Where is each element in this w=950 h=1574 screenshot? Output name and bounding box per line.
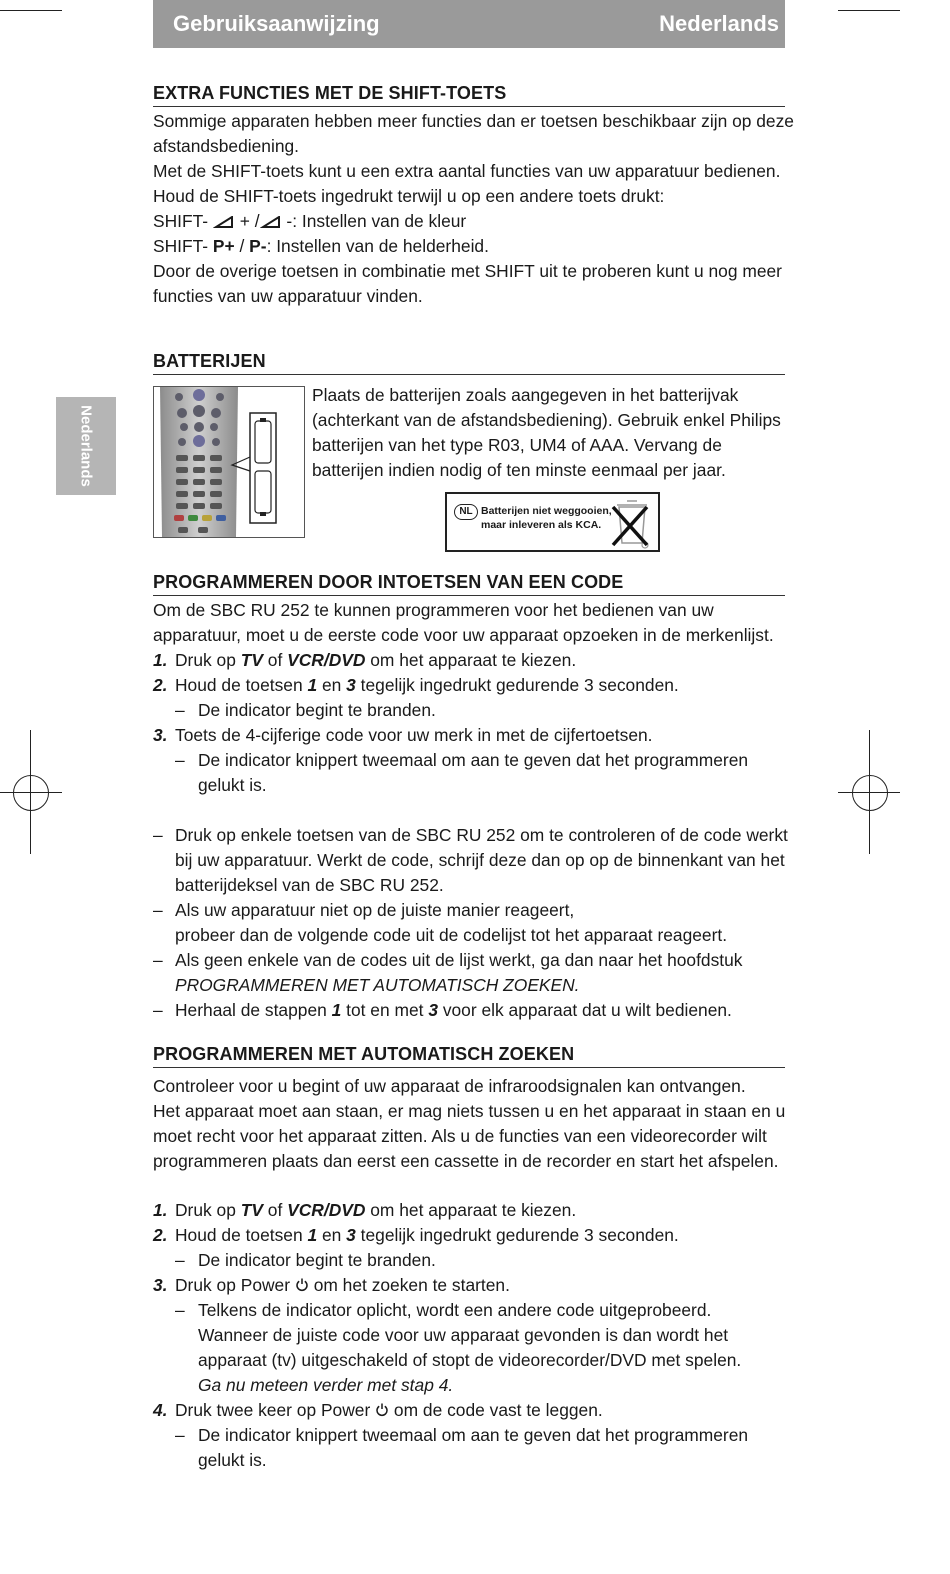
dash: – bbox=[175, 1250, 185, 1270]
text-line: De indicator knippert tweemaal om aan te geven dat het programmeren bbox=[198, 1425, 749, 1445]
text-line: Plaats de batterijen zoals aangegeven in het batterijvak bbox=[312, 385, 739, 405]
step-item bbox=[153, 1273, 785, 1298]
key-label: VCR/DVD bbox=[287, 650, 366, 670]
dash: – bbox=[175, 750, 185, 770]
text-fragment: tot en met bbox=[341, 1000, 429, 1020]
text-line: batterijdeksel van de SBC RU 252. bbox=[175, 875, 444, 895]
step-item bbox=[153, 1398, 785, 1423]
text-line: programmeren plaats dan eerst een cassette in de recorder en start het afspelen. bbox=[153, 1151, 779, 1171]
batteries-text bbox=[312, 383, 782, 483]
step-number: 2. bbox=[153, 1225, 168, 1245]
section-body bbox=[153, 109, 794, 309]
text-fragment: : Instellen van de helderheid. bbox=[266, 236, 489, 256]
text-fragment: Toets de 4-cijferige code voor uw merk in met de cijfertoetsen. bbox=[175, 725, 653, 745]
step-item bbox=[153, 723, 785, 748]
text-line: gelukt is. bbox=[198, 775, 267, 795]
contrast-wedge-icon bbox=[260, 216, 282, 228]
text-fragment: om het apparaat te kiezen. bbox=[365, 650, 577, 670]
text-line bbox=[153, 234, 785, 259]
text-line: moet recht voor het apparaat zitten. Als u de functies van een videorecorder wilt bbox=[153, 1126, 767, 1146]
crop-mark bbox=[838, 10, 900, 11]
key-label: 3 bbox=[428, 1000, 438, 1020]
key-label: VCR/DVD bbox=[287, 1200, 366, 1220]
section-body bbox=[153, 598, 788, 1023]
section-title: BATTERIJEN bbox=[153, 350, 785, 375]
text-line: Wanneer de juiste code voor uw apparaat gevonden is dan wordt het bbox=[198, 1325, 729, 1345]
batteries-section bbox=[153, 350, 785, 375]
sub-item bbox=[153, 1423, 785, 1473]
text-line bbox=[153, 209, 785, 234]
text-line: Door de overige toetsen in combinatie met SHIFT uit te proberen kunt u nog meer bbox=[153, 261, 782, 281]
section-title: EXTRA FUNCTIES MET DE SHIFT-TOETS bbox=[153, 82, 785, 107]
text-line: batterijen van het type R03, UM4 of AAA. Vervang de bbox=[312, 435, 722, 455]
step-number: 3. bbox=[153, 725, 168, 745]
text-fragment: tegelijk ingedrukt gedurende 3 seconden. bbox=[355, 675, 679, 695]
text-line: Batterijen niet weggooien, bbox=[481, 505, 612, 517]
text-fragment: SHIFT- bbox=[153, 211, 209, 231]
text-line: afstandsbediening. bbox=[153, 136, 300, 156]
text-fragment: om de code vast te leggen. bbox=[389, 1400, 603, 1420]
country-badge: NL bbox=[454, 504, 478, 520]
text-fragment: Houd de toetsen bbox=[175, 1225, 308, 1245]
text-fragment: Herhaal de stappen bbox=[175, 1000, 332, 1020]
section-title: PROGRAMMEREN DOOR INTOETSEN VAN EEN CODE bbox=[153, 571, 785, 596]
text-line: probeer dan de volgende code uit de codelijst tot het apparaat reageert. bbox=[175, 925, 728, 945]
text-fragment: / bbox=[234, 236, 250, 256]
bullet-item bbox=[153, 823, 788, 898]
key-label: TV bbox=[240, 1200, 263, 1220]
text-fragment: -: Instellen van de kleur bbox=[281, 211, 467, 231]
crossed-bin-icon bbox=[607, 497, 657, 551]
text-line: apparaat (tv) uitgeschakeld of stopt de videorecorder/DVD met spelen. bbox=[198, 1350, 742, 1370]
step-item bbox=[153, 673, 785, 698]
text-line: Druk op enkele toetsen van de SBC RU 252 om te controleren of de code werkt bbox=[175, 825, 788, 845]
bullet-item bbox=[153, 948, 785, 998]
code-programming-section bbox=[153, 571, 788, 1023]
kca-disposal-label bbox=[445, 492, 660, 552]
step-number: 1. bbox=[153, 1200, 168, 1220]
text-fragment: tegelijk ingedrukt gedurende 3 seconden. bbox=[355, 1225, 679, 1245]
text-line: apparatuur, moet u de eerste code voor uw apparaat opzoeken in de merkenlijst. bbox=[153, 625, 774, 645]
section-title: PROGRAMMEREN MET AUTOMATISCH ZOEKEN bbox=[153, 1043, 785, 1068]
dash: – bbox=[175, 700, 185, 720]
step-number: 3. bbox=[153, 1275, 168, 1295]
text-fragment: of bbox=[262, 650, 288, 670]
header-bar bbox=[153, 0, 785, 48]
sub-item bbox=[153, 1298, 785, 1398]
text-line: Ga nu meteen verder met stap 4. bbox=[198, 1375, 454, 1395]
text-line: Sommige apparaten hebben meer functies dan er toetsen beschikbaar zijn op deze bbox=[153, 111, 794, 131]
step-item bbox=[153, 1198, 785, 1223]
text-fragment: + / bbox=[234, 211, 260, 231]
step-number: 1. bbox=[153, 650, 168, 670]
text-fragment: Houd de toetsen bbox=[175, 675, 308, 695]
text-line: Om de SBC RU 252 te kunnen programmeren voor het bedienen van uw bbox=[153, 600, 714, 620]
step-item bbox=[153, 1223, 785, 1248]
remote-control-image bbox=[154, 387, 304, 537]
text-line: functies van uw apparatuur vinden. bbox=[153, 286, 423, 306]
step-number: 2. bbox=[153, 675, 168, 695]
sub-item bbox=[153, 748, 785, 798]
step-number: 4. bbox=[153, 1400, 168, 1420]
shift-section bbox=[153, 82, 794, 309]
side-tab-label: Nederlands bbox=[77, 405, 95, 487]
crop-mark bbox=[0, 10, 62, 11]
text-fragment: Druk op bbox=[175, 650, 241, 670]
text-line: Controleer voor u begint of uw apparaat de infraroodsignalen kan ontvangen. bbox=[153, 1076, 746, 1096]
auto-search-section bbox=[153, 1043, 785, 1473]
text-fragment: voor elk apparaat dat u wilt bedienen. bbox=[437, 1000, 732, 1020]
key-label: P- bbox=[249, 236, 267, 256]
text-line: Met de SHIFT-toets kunt u een extra aantal functies van uw apparatuur bedienen. bbox=[153, 161, 781, 181]
section-body bbox=[153, 1074, 785, 1473]
key-label: 1 bbox=[307, 1225, 318, 1245]
key-label: 1 bbox=[307, 675, 318, 695]
text-fragment: en bbox=[317, 675, 347, 695]
header-title: Gebruiksaanwijzing bbox=[173, 11, 380, 36]
text-line: batterijen indien nodig of ten minste eenmaal per jaar. bbox=[312, 460, 726, 480]
sub-item bbox=[153, 1248, 785, 1273]
key-label: P+ bbox=[212, 236, 235, 256]
registration-mark bbox=[852, 775, 888, 811]
dash: – bbox=[153, 1000, 163, 1020]
text-line: De indicator knippert tweemaal om aan te geven dat het programmeren bbox=[198, 750, 749, 770]
power-icon bbox=[375, 1402, 389, 1417]
key-label: 3 bbox=[346, 1225, 356, 1245]
text-fragment: om het zoeken te starten. bbox=[308, 1275, 510, 1295]
text-fragment: De indicator begint te branden. bbox=[198, 1250, 436, 1270]
text-fragment: en bbox=[317, 1225, 347, 1245]
contrast-wedge-icon bbox=[213, 216, 235, 228]
bullet-item bbox=[153, 898, 785, 948]
text-line: Houd de SHIFT-toets ingedrukt terwijl u op een andere toets drukt: bbox=[153, 186, 665, 206]
text-fragment: om het apparaat te kiezen. bbox=[365, 1200, 577, 1220]
text-line: Telkens de indicator oplicht, wordt een andere code uitgeprobeerd. bbox=[198, 1300, 712, 1320]
text-line: bij uw apparatuur. Werkt de code, schrijf deze dan op op de binnenkant van het bbox=[175, 850, 785, 870]
key-label: 1 bbox=[331, 1000, 342, 1020]
sub-item bbox=[153, 698, 785, 723]
text-line: (achterkant van de afstandsbediening). Gebruik enkel Philips bbox=[312, 410, 781, 430]
key-label: 3 bbox=[346, 675, 356, 695]
text-line: maar inleveren als KCA. bbox=[481, 519, 602, 531]
key-label: TV bbox=[240, 650, 263, 670]
text-line: PROGRAMMEREN MET AUTOMATISCH ZOEKEN. bbox=[175, 975, 580, 995]
text-fragment: of bbox=[262, 1200, 288, 1220]
bullet-item bbox=[153, 998, 785, 1023]
text-fragment: Druk twee keer op Power bbox=[175, 1400, 376, 1420]
dash: – bbox=[153, 900, 163, 920]
power-icon bbox=[295, 1277, 309, 1292]
battery-compartment-illustration bbox=[153, 386, 305, 538]
text-fragment: De indicator begint te branden. bbox=[198, 700, 436, 720]
text-fragment: SHIFT- bbox=[153, 236, 213, 256]
dash: – bbox=[175, 1300, 185, 1320]
text-line: Het apparaat moet aan staan, er mag niets tussen u en het apparaat in staan en u bbox=[153, 1101, 786, 1121]
step-item bbox=[153, 648, 785, 673]
text-line: Als geen enkele van de codes uit de lijst werkt, ga dan naar het hoofdstuk bbox=[175, 950, 743, 970]
text-line: gelukt is. bbox=[198, 1450, 267, 1470]
text-fragment: Druk op Power bbox=[175, 1275, 295, 1295]
dash: – bbox=[153, 950, 163, 970]
dash: – bbox=[153, 825, 163, 845]
text-fragment: Druk op bbox=[175, 1200, 241, 1220]
kca-text bbox=[481, 504, 612, 532]
header-language: Nederlands bbox=[659, 11, 779, 36]
registration-mark bbox=[13, 775, 49, 811]
dash: – bbox=[175, 1425, 185, 1445]
text-line: Als uw apparatuur niet op de juiste manier reageert, bbox=[175, 900, 575, 920]
